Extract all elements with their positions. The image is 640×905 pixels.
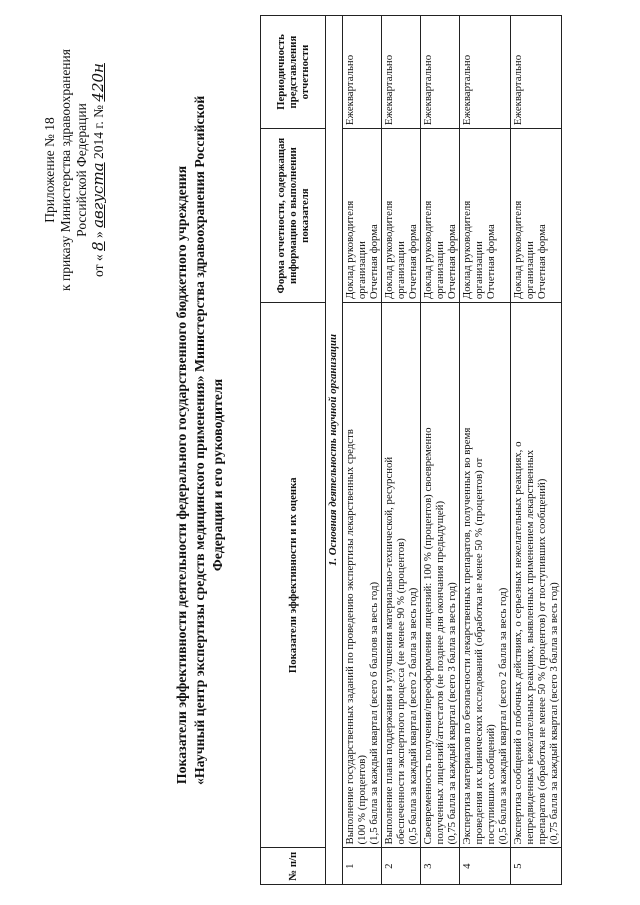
report-form-line: Доклад руководителя [344, 200, 356, 300]
report-form-line: Отчетная форма [368, 224, 380, 300]
section-title: 1. Основная деятельность научной организации [326, 16, 343, 885]
indicator-cell [511, 303, 562, 848]
annex-date-line [90, 20, 107, 320]
report-form-line: Отчетная форма [407, 224, 419, 300]
indicator-cell [382, 303, 421, 848]
table-row [343, 16, 382, 885]
report-form-line: организации [434, 241, 446, 300]
indicator-line: Экспертиза материалов по безопасности лекарственных препаратов, полученных во время [461, 427, 473, 845]
indicator-cell [421, 303, 460, 848]
table-body [326, 16, 562, 885]
report-form-cell [382, 129, 421, 303]
indicator-line: Своевременность получения/переоформления лицензий: 100 % (процентов) своевременно [422, 427, 434, 845]
report-form-line: Доклад руководителя [512, 200, 524, 300]
report-form-cell [511, 129, 562, 303]
report-form-line: Отчетная форма [446, 224, 458, 300]
date-month-handwritten: августа [89, 162, 107, 228]
indicator-cell [343, 303, 382, 848]
indicator-line: обеспеченности экспертного процесса (не менее 90 % (процентов) [395, 538, 407, 845]
period-cell: Ежеквартально [460, 16, 511, 129]
title-line-2: «Научный центр экспертизы средств медицинского применения» Министерства здравоохранения Российской [192, 95, 207, 785]
header-indicator: Показатели эффективности и их оценка [261, 303, 326, 848]
annex-ministry-line: Российской Федерации [74, 103, 89, 237]
period-cell: Ежеквартально [382, 16, 421, 129]
table-row [460, 16, 511, 885]
period-cell: Ежеквартально [343, 16, 382, 129]
date-prefix: от « [91, 254, 106, 277]
period-cell: Ежеквартально [421, 16, 460, 129]
indicator-line: препаратов (обработка не менее 50 % (процентов) от поступивших сообщений) [536, 478, 548, 845]
order-number-handwritten: 420н [89, 63, 107, 102]
document-title [173, 95, 227, 785]
indicator-line: (1,5 балла за каждый квартал (всего 6 баллов за весь год) [368, 581, 380, 845]
indicator-cell [460, 303, 511, 848]
date-year: 2014 г. № [91, 104, 106, 159]
indicator-line: (0,75 балла за каждый квартал (всего 3 балла за весь год) [446, 582, 458, 845]
header-form: Форма отчетности, содержащая информацию о выполнении показателя [261, 129, 326, 303]
date-mid: » [91, 231, 106, 239]
indicator-line: полученных лицензий/аттестатов (не позднее дня окончания предыдущей) [434, 500, 446, 845]
row-number: 3 [421, 848, 460, 885]
report-form-line: организации [356, 241, 368, 300]
section-row [326, 16, 343, 885]
indicator-line: (0,5 балла за каждый квартал (всего 2 балла за весь год) [497, 587, 509, 845]
annex-order-line: к приказу Министерства здравоохранения [58, 49, 73, 291]
report-form-line: организации [473, 241, 485, 300]
report-form-cell [460, 129, 511, 303]
row-number: 2 [382, 848, 421, 885]
report-form-cell [343, 129, 382, 303]
period-cell: Ежеквартально [511, 16, 562, 129]
indicator-line: (100 % (процентов) [356, 755, 368, 845]
table-row [511, 16, 562, 885]
indicator-line: поступивших сообщений) [485, 724, 497, 845]
indicator-line: непредвиденных нежелательных реакциях, выявленных применением лекарственных [524, 449, 536, 845]
date-day-handwritten: 8 [89, 241, 107, 251]
report-form-line: Отчетная форма [536, 224, 548, 300]
report-form-line: организации [395, 241, 407, 300]
report-form-line: Доклад руководителя [461, 200, 473, 300]
indicator-line: (0,75 балла за каждый квартал (всего 3 балла за весь год) [548, 582, 560, 845]
indicator-line: проведения их клинических исследований (обработка не менее 50 % (процентов) от [473, 457, 485, 845]
report-form-line: Отчетная форма [485, 224, 497, 300]
indicator-line: Экспертиза сообщений о побочных действиях, о серьезных нежелательных реакциях, о [512, 441, 524, 845]
row-number: 1 [343, 848, 382, 885]
indicator-line: Выполнение плана поддержания и улучшения материально-технической, ресурсной [383, 456, 395, 845]
title-line-1: Показатели эффективности деятельности федерального государственного бюджетного учреждения [174, 165, 189, 785]
annex-number: Приложение № 18 [42, 117, 57, 223]
report-form-line: Доклад руководителя [383, 200, 395, 300]
table-row [421, 16, 460, 885]
row-number: 4 [460, 848, 511, 885]
report-form-line: организации [524, 241, 536, 300]
indicator-line: (0,5 балла за каждый квартал (всего 2 балла за весь год) [407, 587, 419, 845]
report-form-cell [421, 129, 460, 303]
header-period: Периодичность представления отчетности [261, 16, 326, 129]
report-form-line: Доклад руководителя [422, 200, 434, 300]
header-num: № п/п [261, 848, 326, 885]
annex-header [42, 20, 107, 320]
indicators-table [260, 15, 562, 885]
table-row [382, 16, 421, 885]
title-line-3: Федерации и его руководителя [210, 378, 225, 572]
row-number: 5 [511, 848, 562, 885]
table-header-row [261, 16, 326, 885]
indicator-line: Выполнение государственных заданий по проведению экспертизы лекарственных средств [344, 429, 356, 845]
